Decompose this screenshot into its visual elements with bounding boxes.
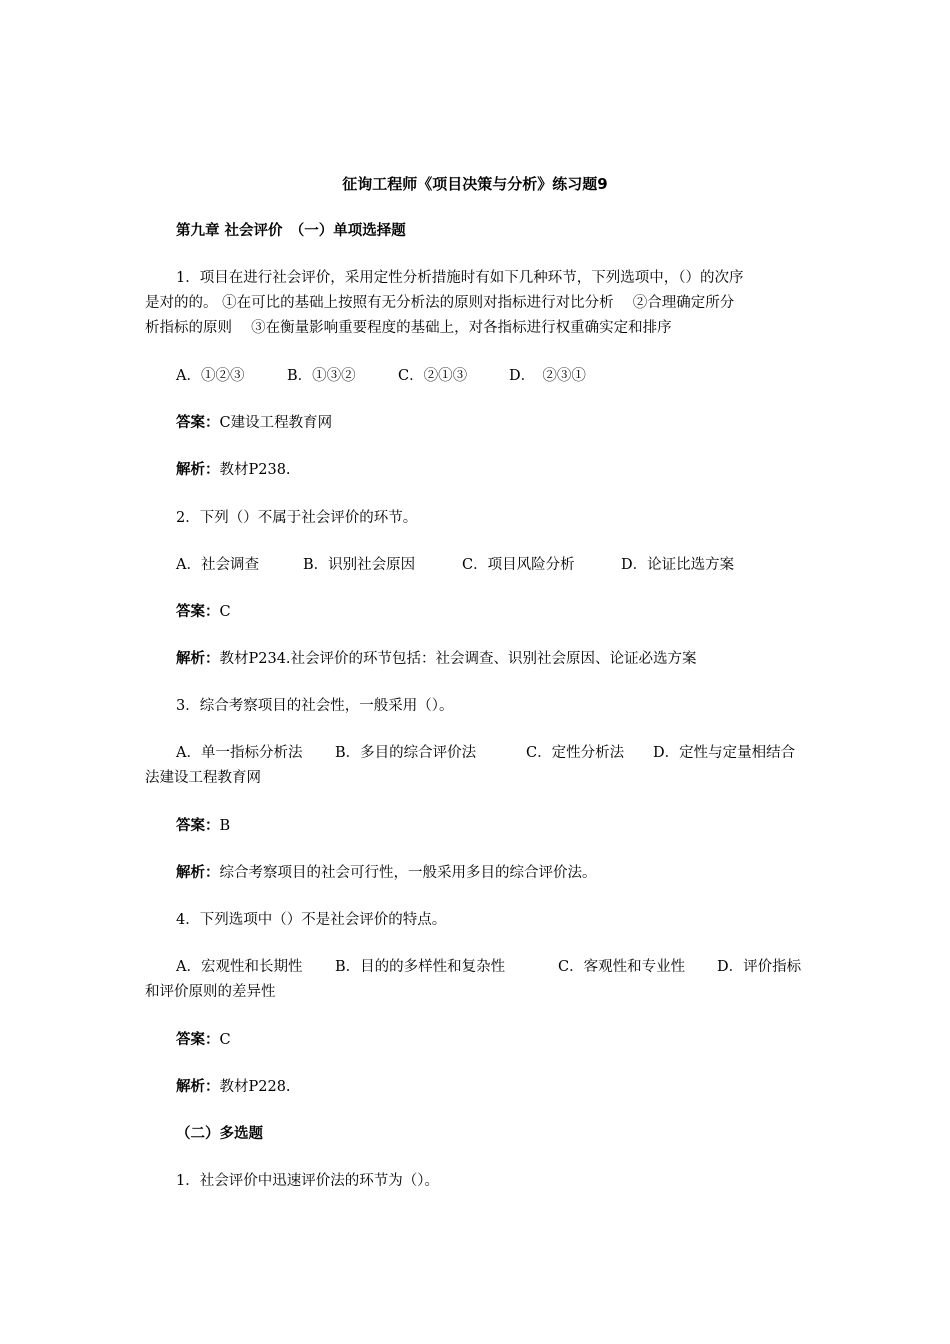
q2-option-c: C．项目风险分析 bbox=[462, 557, 575, 573]
q2-analysis bbox=[145, 647, 810, 672]
q1-analysis bbox=[145, 458, 810, 483]
q4-analysis bbox=[145, 1075, 810, 1100]
q2-options bbox=[145, 553, 810, 578]
analysis-label: 解析： bbox=[176, 1079, 220, 1095]
q4-option-b: B．目的的多样性和复杂性 bbox=[335, 959, 506, 975]
q3-option-b: B．多目的综合评价法 bbox=[335, 745, 477, 761]
q1-stem-line2: 是对的的。 ①在可比的基础上按照有无分析法的原则对指标进行对比分析 ②合理确定所分 bbox=[145, 295, 735, 311]
q4-answer bbox=[145, 1028, 810, 1053]
q3-analysis bbox=[145, 861, 810, 886]
q3-option-c: C．定性分析法 bbox=[526, 745, 625, 761]
q1-option-d: D． ②③① bbox=[509, 368, 586, 384]
q3-options-line1 bbox=[145, 741, 810, 766]
q1-options bbox=[145, 364, 810, 389]
q4-stem: 4．下列选项中（）不是社会评价的特点。 bbox=[176, 912, 447, 928]
q2-option-a: A．社会调查 bbox=[176, 557, 259, 573]
q4-options-line1 bbox=[145, 955, 810, 980]
analysis-label: 解析： bbox=[176, 651, 220, 667]
analysis-label: 解析： bbox=[176, 865, 220, 881]
q3-stem: 3．综合考察项目的社会性，一般采用（）。 bbox=[176, 698, 454, 714]
q1-analysis-value: 教材P238. bbox=[219, 462, 291, 478]
q2-answer bbox=[145, 600, 810, 625]
answer-label: 答案： bbox=[176, 415, 220, 431]
q4-option-d: D．评价指标 bbox=[717, 959, 802, 975]
q1-answer-value: C建设工程教育网 bbox=[219, 415, 333, 431]
q4-answer-value: C bbox=[219, 1032, 231, 1048]
q1-stem-line3: 析指标的原则 ③在衡量影响重要程度的基础上，对各指标进行权重确实定和排序 bbox=[145, 320, 672, 336]
q1-stem-line1: 1．项目在进行社会评价，采用定性分析措施时有如下几种环节，下列选项中，（）的次序 bbox=[176, 270, 744, 286]
answer-label: 答案： bbox=[176, 1032, 220, 1048]
q1-option-c: C．②①③ bbox=[398, 368, 468, 384]
q3-option-a: A．单一指标分析法 bbox=[176, 745, 303, 761]
q4-option-a: A．宏观性和长期性 bbox=[176, 959, 303, 975]
answer-label: 答案： bbox=[176, 818, 220, 834]
q2-stem: 2．下列（）不属于社会评价的环节。 bbox=[176, 510, 418, 526]
q2-option-d: D．论证比选方案 bbox=[621, 557, 735, 573]
q2-option-b: B．识别社会原因 bbox=[303, 557, 416, 573]
q4-analysis-value: 教材P228. bbox=[219, 1079, 291, 1095]
q4-options-line2: 和评价原则的差异性 bbox=[145, 984, 276, 1000]
document-title: 征询工程师《项目决策与分析》练习题9 bbox=[342, 175, 608, 193]
q2-analysis-value: 教材P234.社会评价的环节包括：社会调查、识别社会原因、论证必选方案 bbox=[219, 651, 697, 667]
analysis-label: 解析： bbox=[176, 462, 220, 478]
answer-label: 答案： bbox=[176, 604, 220, 620]
q1-option-a: A．①②③ bbox=[176, 368, 245, 384]
section-multiple-choice-heading: （二）多选题 bbox=[176, 1126, 263, 1142]
q3-options-line2: 法建设工程教育网 bbox=[145, 770, 261, 786]
q3-answer bbox=[145, 814, 810, 839]
chapter-heading: 第九章 社会评价 （一）单项选择题 bbox=[176, 223, 406, 239]
mq1-stem: 1．社会评价中迅速评价法的环节为（）。 bbox=[176, 1173, 439, 1189]
q3-option-d: D．定性与定量相结合 bbox=[653, 745, 796, 761]
q3-analysis-value: 综合考察项目的社会可行性，一般采用多目的综合评价法。 bbox=[219, 865, 597, 881]
q1-answer bbox=[145, 411, 810, 436]
q4-option-c: C．客观性和专业性 bbox=[558, 959, 686, 975]
q3-answer-value: B bbox=[219, 818, 231, 834]
q2-answer-value: C bbox=[219, 604, 231, 620]
q1-option-b: B．①③② bbox=[287, 368, 356, 384]
